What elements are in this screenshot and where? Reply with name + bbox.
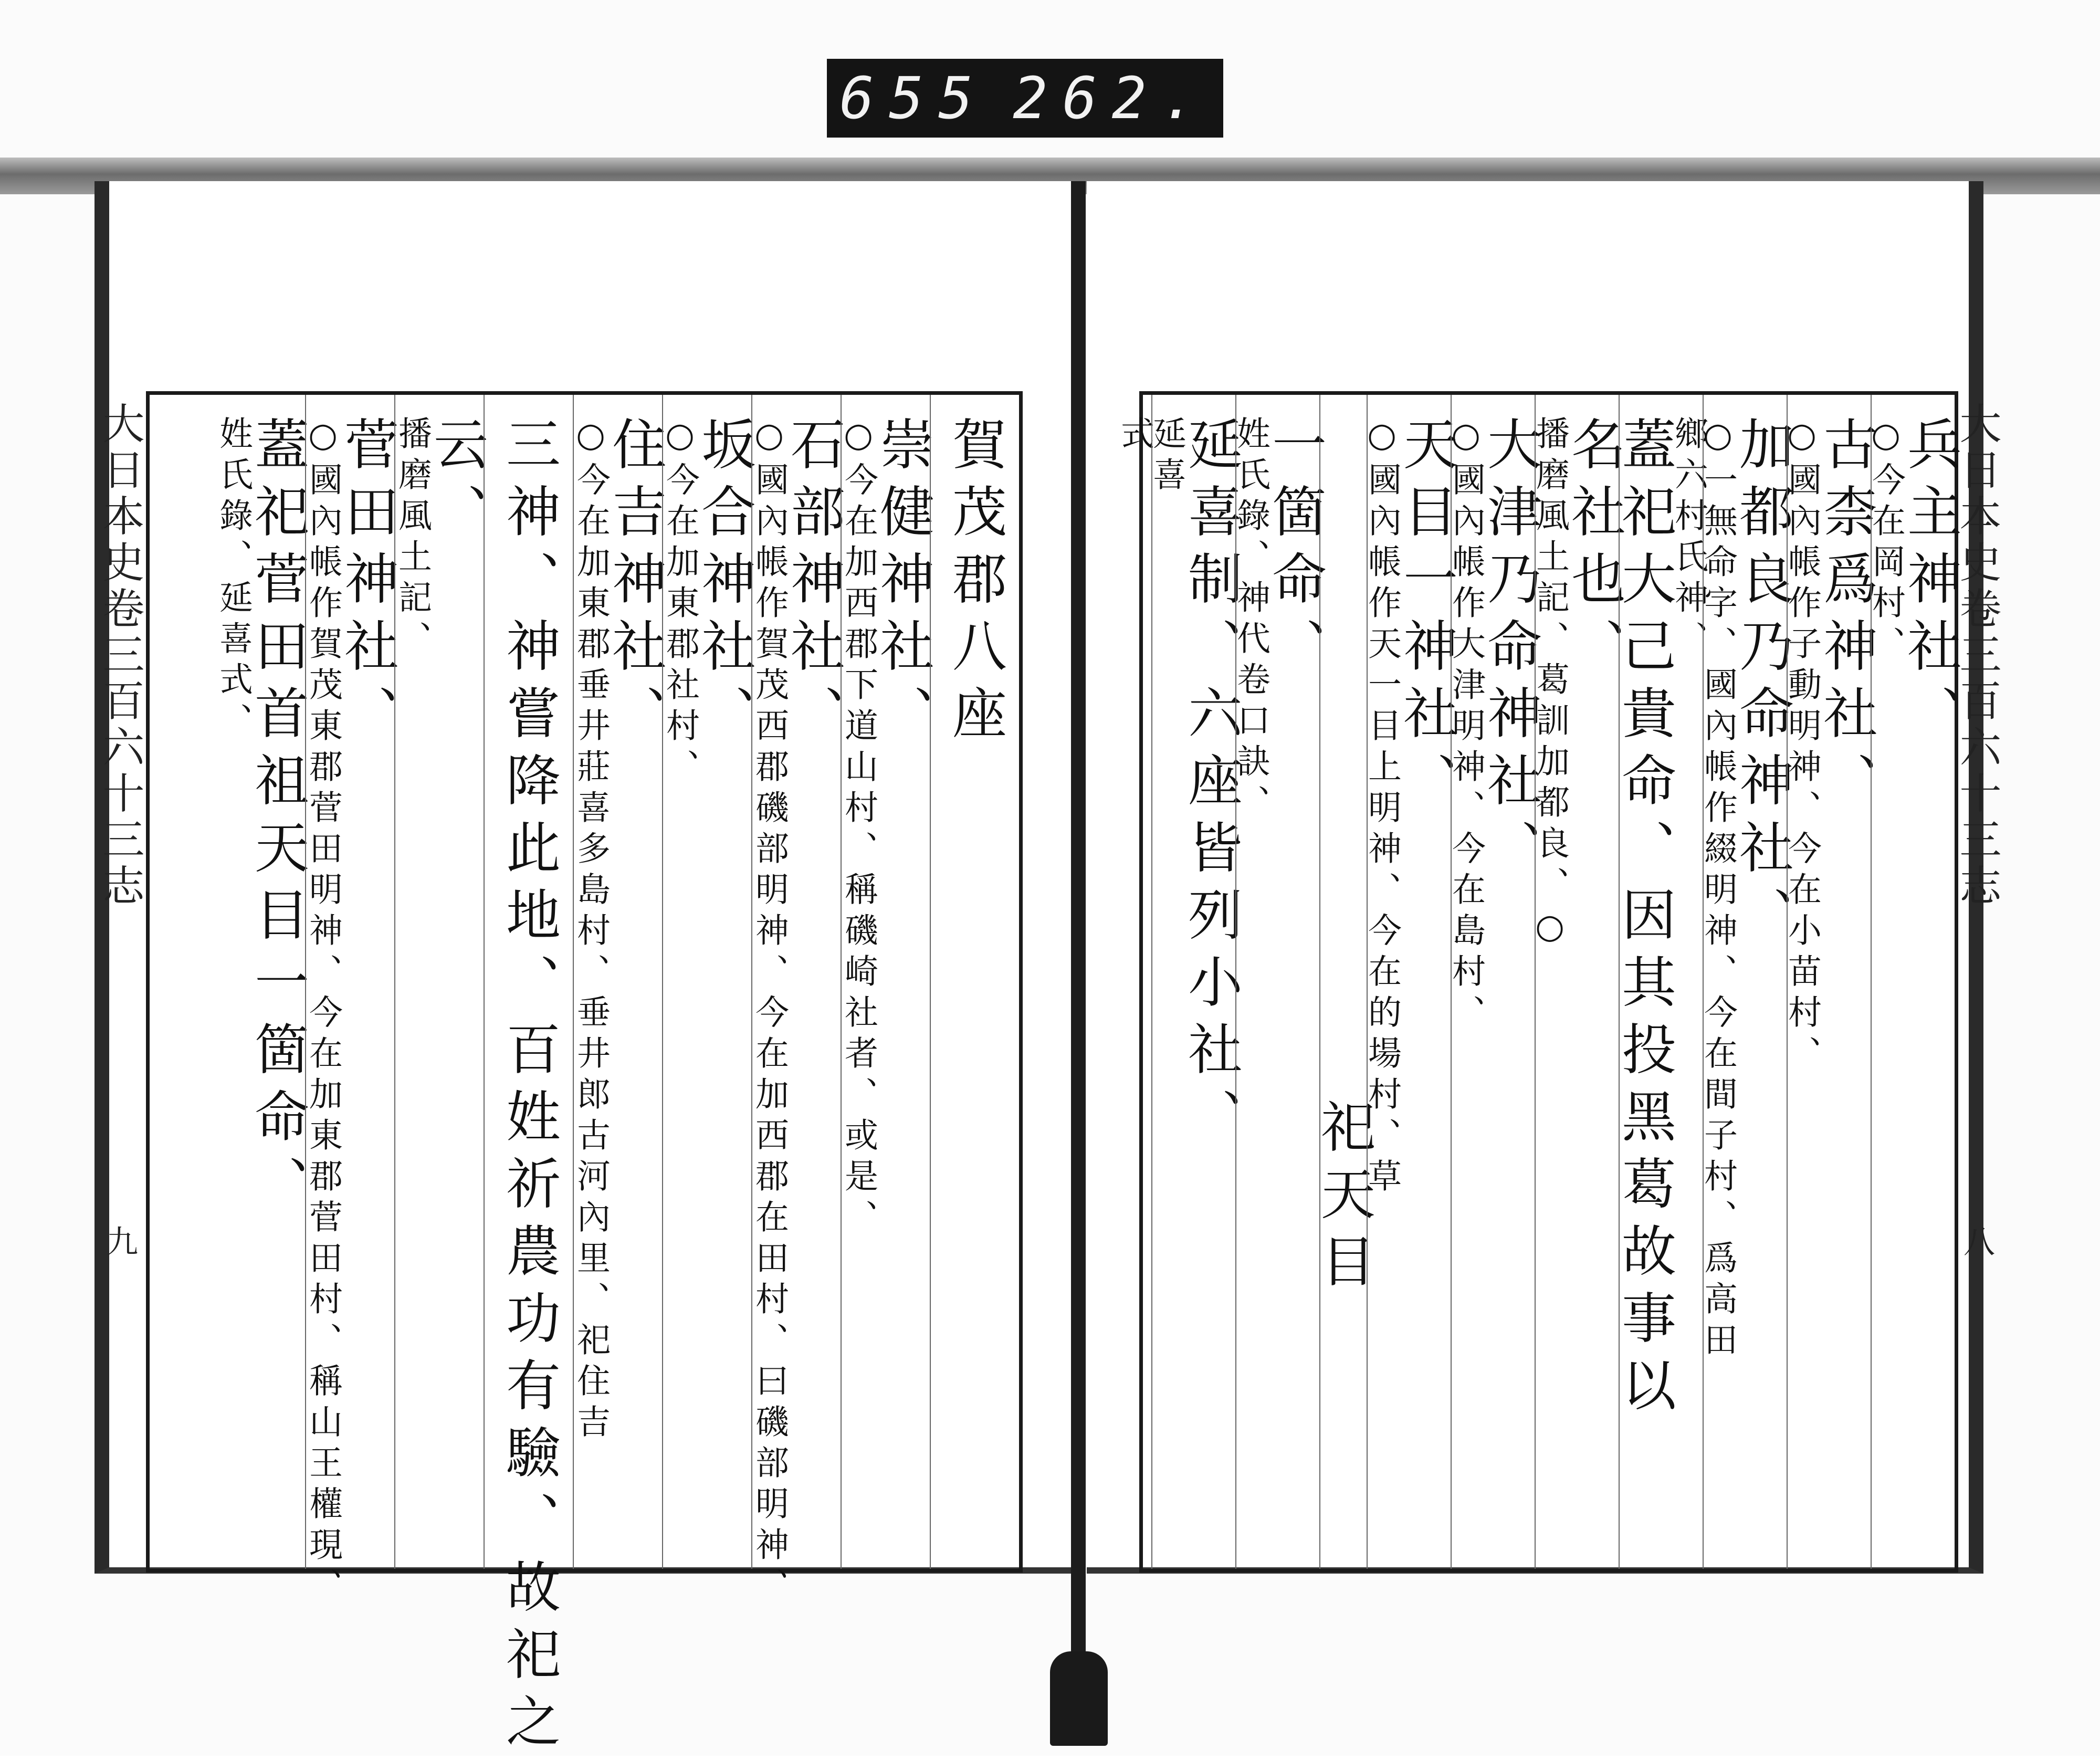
text-column: 菅田神社、 ○國內帳作賀茂東郡菅田明神、今在加東郡菅田村、稱山王權現、 <box>305 395 394 1569</box>
text-column: 住吉神社、 ○今在加東郡垂井莊喜多島村、垂井郎古河內里、祀住吉 <box>573 395 662 1569</box>
right-page-edge-mark: 大日本史 卷三百六十三 志 八 <box>1952 402 2001 1261</box>
left-text-frame <box>146 391 1023 1760</box>
text-column: 一箇命、 姓氏錄、神代卷口訣、 <box>1235 395 1319 1569</box>
call-number-right: 262. <box>1013 65 1211 132</box>
left-page-edge-mark: 大日本史 卷三百六十三 志 九 <box>96 402 144 1261</box>
text-column: 坂合神社、 ○今在加東郡社村、 <box>662 395 751 1569</box>
text-column: 天目一神社、 ○國內帳作天一目上明神、今在的場村、草 <box>1367 395 1451 1569</box>
text-column: 石部神社、 ○國內帳作賀茂西郡磯部明神、今在加西郡在田村、曰磯部明神、 <box>751 395 841 1569</box>
open-book <box>63 181 2001 1760</box>
text-column: 蓋祀菅田首祖天目一箇命、 姓氏錄、延喜式、 <box>214 416 309 1222</box>
call-number-label <box>827 59 1223 138</box>
right-page <box>1087 181 2001 1574</box>
gutter-weight <box>1050 1651 1108 1746</box>
text-column: 崇健神社、 ○今在加西郡下道山村、稱磯崎社者、或是、 <box>841 395 930 1569</box>
text-column: 兵主神社、 ○今在岡村、 <box>1871 395 1955 1569</box>
call-number-left: 655 <box>839 65 988 132</box>
text-column: 古柰爲神社、 ○國內帳作子動明神、今在小苗村、 <box>1787 395 1871 1569</box>
text-column: 式 <box>1115 416 1154 457</box>
text-column: 大津乃命神社、 ○國內帳作大津明神、今在島村、 <box>1451 395 1535 1569</box>
text-column: 延喜制、六座皆列小社、 延喜 <box>1151 395 1235 1569</box>
text-column: 三神、神嘗降此地、百姓祈農功有驗、故祀之 <box>484 395 573 1569</box>
left-page <box>94 181 1080 1760</box>
text-column: 賀茂郡八座 <box>930 395 1019 1569</box>
text-column: 名社也、 播磨風土記、葛訓加都良、○ <box>1535 395 1619 1569</box>
right-text-frame <box>1115 391 1962 1573</box>
text-column: 鄉六村氏神、 蓋祀大己貴命、因其投黑葛故事以 <box>1619 395 1703 1569</box>
book-gutter <box>1071 181 1086 1730</box>
text-column: 云、 播磨風土記、 <box>394 395 484 1569</box>
text-column: 祀天目 <box>1319 395 1367 1569</box>
text-column: 加都良乃命神社、 ○一無命字、國內帳作綴明神、今在間子村、爲高田 <box>1703 395 1787 1569</box>
